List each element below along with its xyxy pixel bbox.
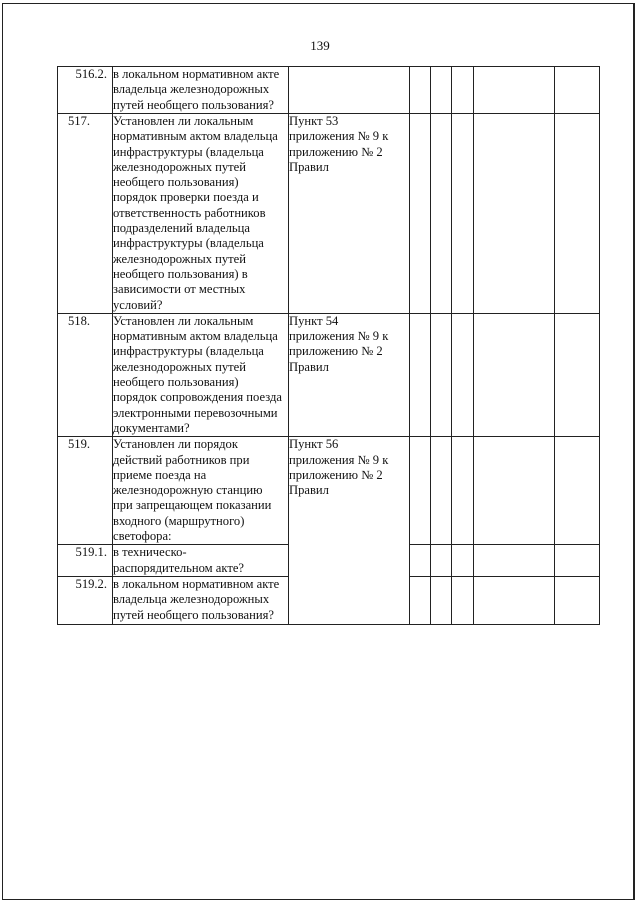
- table-row: [58, 114, 600, 314]
- question-text: в техническо- распорядительном акте?: [113, 545, 289, 577]
- answer-cell-no[interactable]: [431, 437, 452, 545]
- reference-cell: Пункт 53 приложения № 9 к приложению № 2 Правил: [289, 114, 410, 314]
- item-number: 517.: [58, 114, 113, 314]
- item-number: 519.: [58, 437, 113, 545]
- extra-cell[interactable]: [555, 437, 600, 545]
- extra-cell[interactable]: [555, 67, 600, 114]
- answer-cell-na[interactable]: [452, 437, 474, 545]
- note-cell[interactable]: [474, 313, 555, 436]
- answer-cell-na[interactable]: [452, 114, 474, 314]
- note-cell[interactable]: [474, 437, 555, 545]
- answer-cell-na[interactable]: [452, 313, 474, 436]
- table-row: [58, 313, 600, 436]
- extra-cell[interactable]: [555, 114, 600, 314]
- reference-cell: Пункт 54 приложения № 9 к приложению № 2 Правил: [289, 313, 410, 436]
- answer-cell-no[interactable]: [431, 313, 452, 436]
- note-cell[interactable]: [474, 114, 555, 314]
- answer-cell-yes[interactable]: [410, 313, 431, 436]
- table-row: [58, 437, 600, 545]
- extra-cell[interactable]: [555, 576, 600, 624]
- answer-cell-na[interactable]: [452, 545, 474, 577]
- extra-cell[interactable]: [555, 545, 600, 577]
- checklist-table: [57, 66, 600, 625]
- page-number: 139: [310, 38, 330, 53]
- item-number: 519.1.: [58, 545, 113, 577]
- note-cell[interactable]: [474, 67, 555, 114]
- question-text: Установлен ли локальным нормативным актом владельца инфраструктуры (владельца железнодорожных путей необщего пользования) порядок сопровождения поезда электронными перевозочными документами?: [113, 313, 289, 436]
- reference-cell: Пункт 56 приложения № 9 к приложению № 2 Правил: [289, 437, 410, 625]
- question-text: Установлен ли локальным нормативным актом владельца инфраструктуры (владельца железнодорожных путей необщего пользования) порядок проверки поезда и ответственность работников подразделений владельца инфраструктуры (владельца железнодорожных путей необщего пользования) в зависимости от местных условий?: [113, 114, 289, 314]
- reference-cell: [289, 67, 410, 114]
- question-text: Установлен ли порядок действий работников при приеме поезда на железнодорожную станцию при запрещающем показании входного (маршрутного) светофора:: [113, 437, 289, 545]
- answer-cell-no[interactable]: [431, 67, 452, 114]
- note-cell[interactable]: [474, 576, 555, 624]
- answer-cell-na[interactable]: [452, 67, 474, 114]
- item-number: 516.2.: [58, 67, 113, 114]
- question-text: в локальном нормативном акте владельца железнодорожных путей необщего пользования?: [113, 576, 289, 624]
- answer-cell-yes[interactable]: [410, 67, 431, 114]
- table-row: [58, 67, 600, 114]
- answer-cell-yes[interactable]: [410, 114, 431, 314]
- answer-cell-yes[interactable]: [410, 437, 431, 545]
- item-number: 519.2.: [58, 576, 113, 624]
- answer-cell-no[interactable]: [431, 576, 452, 624]
- answer-cell-na[interactable]: [452, 576, 474, 624]
- extra-cell[interactable]: [555, 313, 600, 436]
- question-text: в локальном нормативном акте владельца железнодорожных путей необщего пользования?: [113, 67, 289, 114]
- note-cell[interactable]: [474, 545, 555, 577]
- answer-cell-no[interactable]: [431, 114, 452, 314]
- answer-cell-no[interactable]: [431, 545, 452, 577]
- answer-cell-yes[interactable]: [410, 576, 431, 624]
- item-number: 518.: [58, 313, 113, 436]
- answer-cell-yes[interactable]: [410, 545, 431, 577]
